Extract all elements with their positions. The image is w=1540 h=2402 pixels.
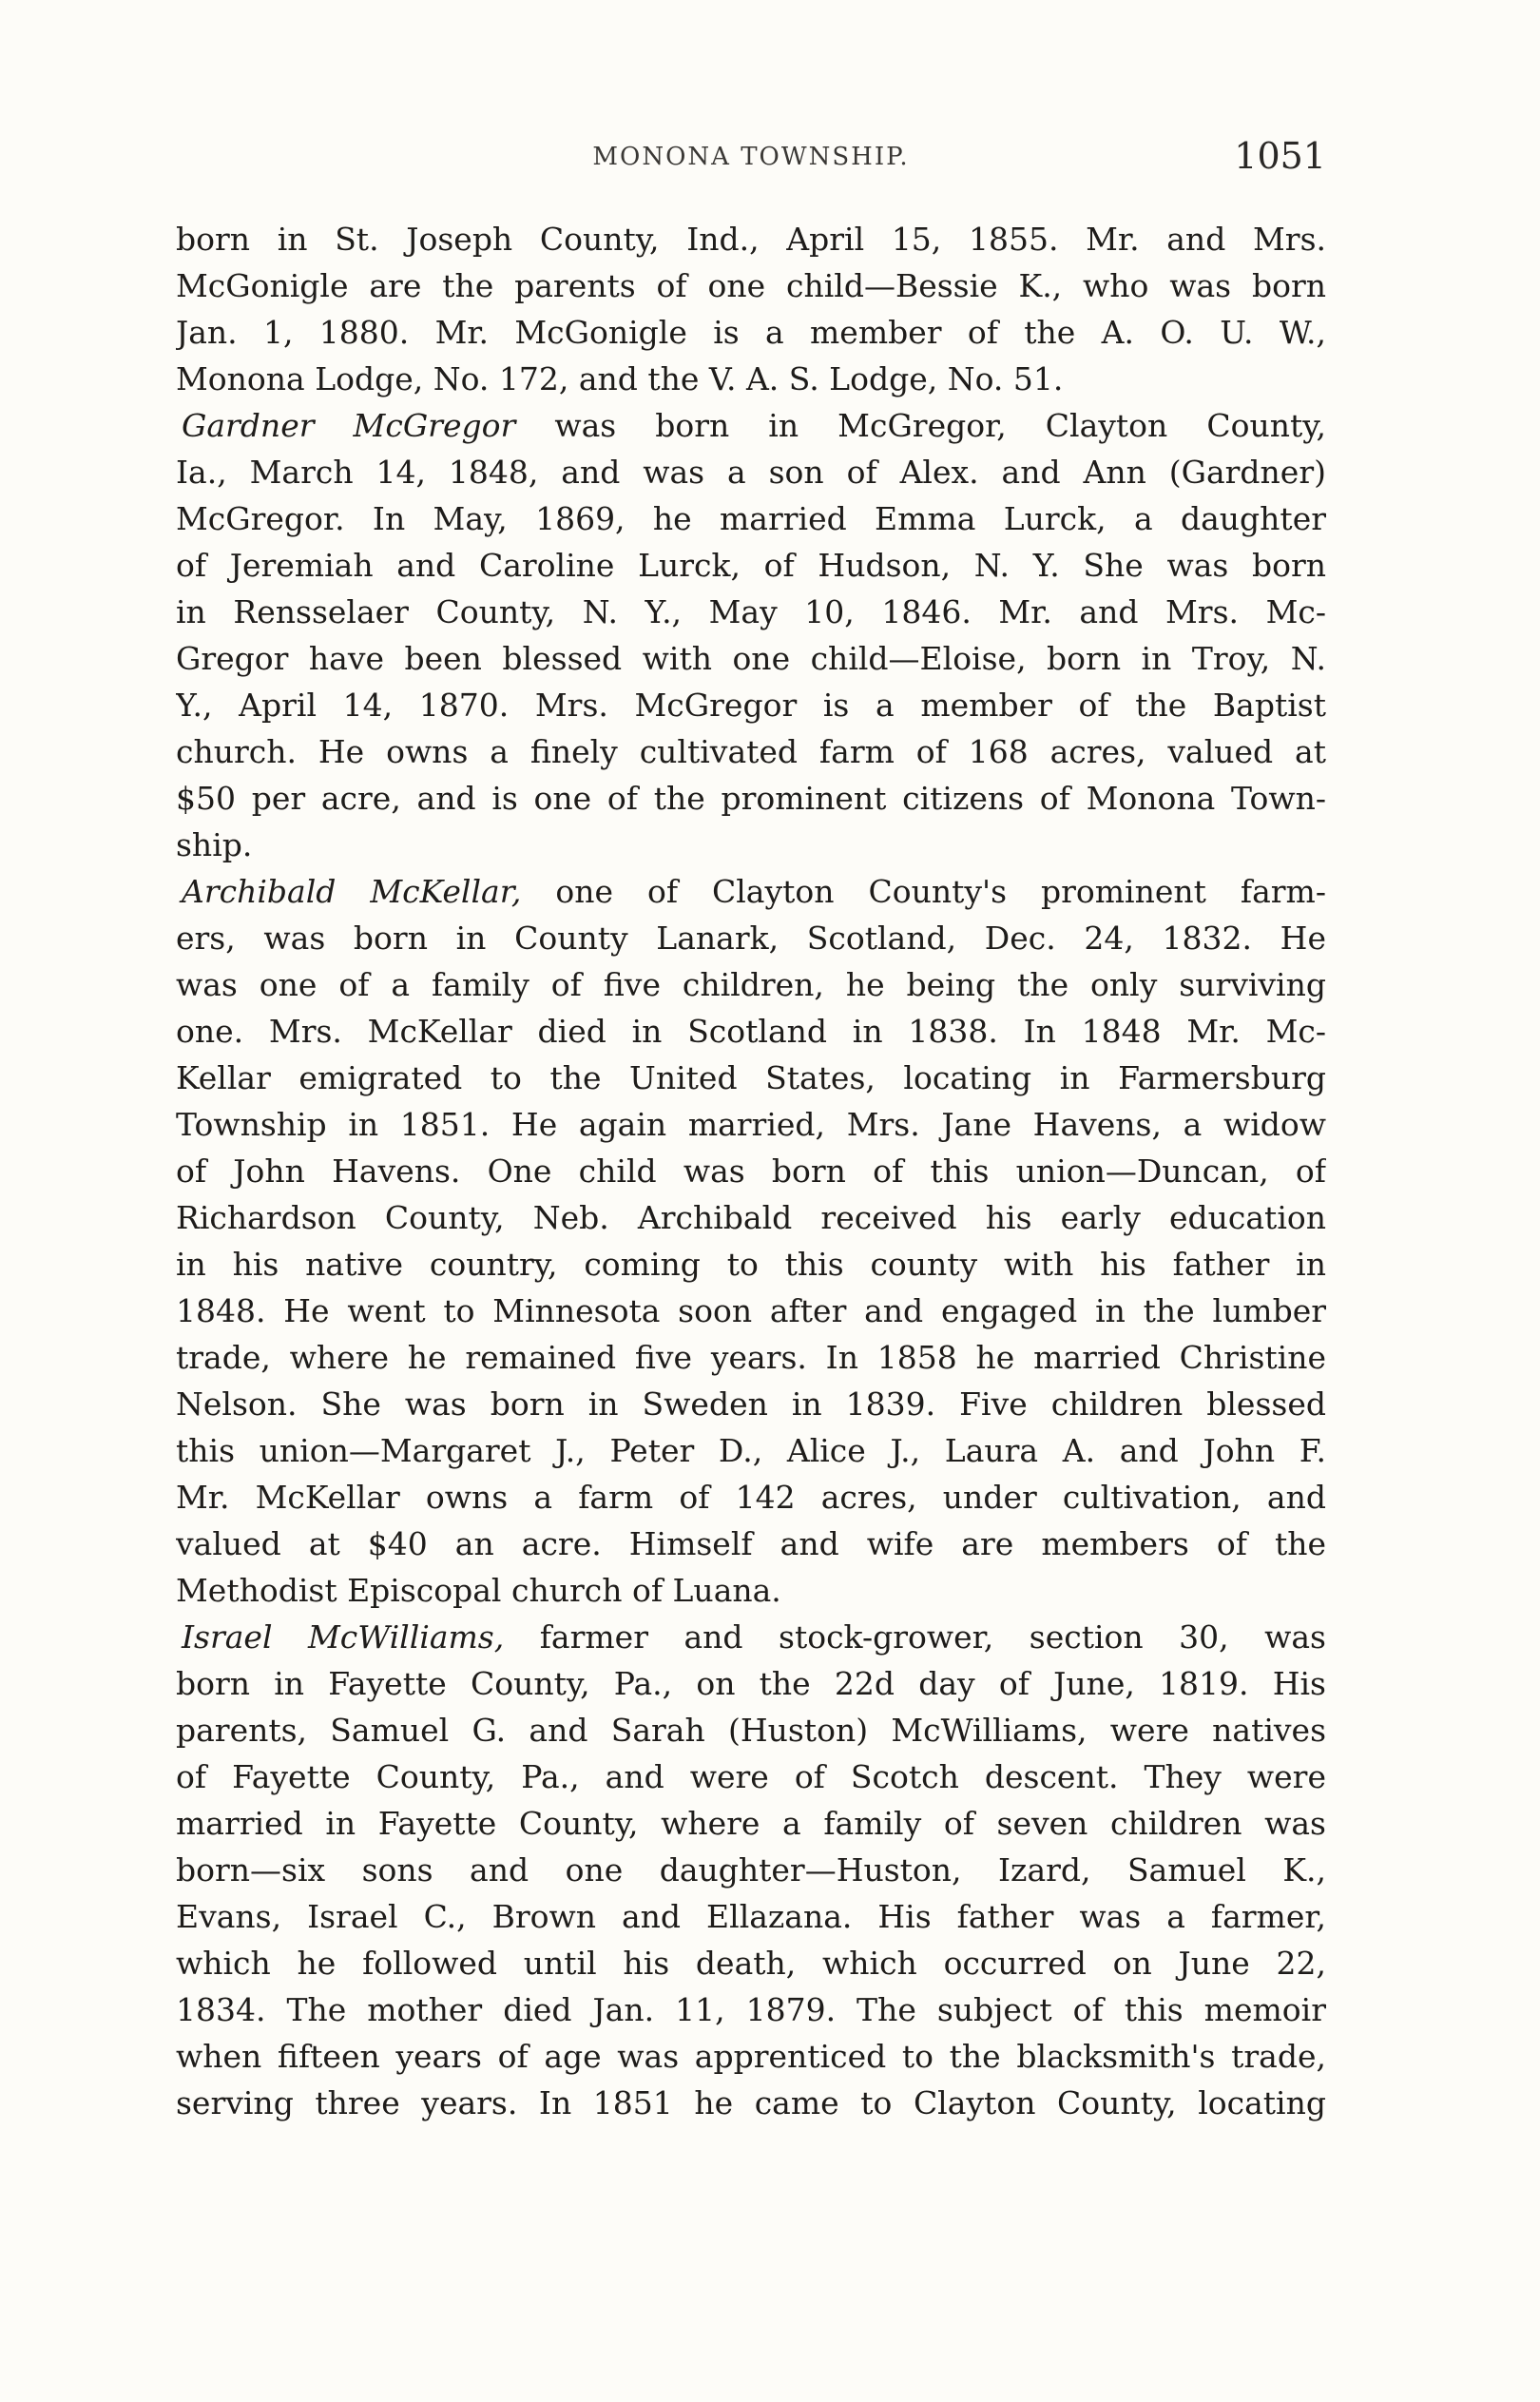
line-text: McGonigle are the parents of one child—Bessie K., who was born (176, 267, 1326, 304)
line-text: trade, where he remained five years. In 1858 he married Christine (176, 1339, 1326, 1376)
text-line (176, 1753, 1326, 1800)
person-name: Archibald McKellar, (182, 873, 522, 910)
text-line (176, 682, 1326, 728)
line-text: ship. (176, 826, 253, 863)
line-text: Gregor have been blessed with one child—Eloise, born in Troy, N. (176, 640, 1326, 677)
line-text: Methodist Episcopal church of Luana. (176, 1572, 781, 1609)
text-line (176, 542, 1326, 589)
text-line (176, 1241, 1326, 1288)
line-text: Township in 1851. He again married, Mrs. Jane Havens, a widow (176, 1106, 1326, 1143)
text-line (176, 961, 1326, 1008)
text-line (176, 589, 1326, 635)
text-line (176, 822, 1326, 868)
line-text: Kellar emigrated to the United States, locating in Farmersburg (176, 1059, 1326, 1096)
text-line (176, 635, 1326, 682)
text-line (176, 775, 1326, 822)
line-text: married in Fayette County, where a family of seven children was (176, 1805, 1326, 1842)
line-text: Evans, Israel C., Brown and Ellazana. His father was a farmer, (176, 1898, 1326, 1935)
text-line (176, 1334, 1326, 1381)
line-text: ers, was born in County Lanark, Scotland, Dec. 24, 1832. He (176, 920, 1326, 957)
text-line (176, 309, 1326, 356)
line-text: McGregor. In May, 1869, he married Emma Lurck, a daughter (176, 500, 1326, 537)
running-head: MONONA TOWNSHIP. (592, 143, 910, 171)
line-text: valued at $40 an acre. Himself and wife are members of the (176, 1525, 1326, 1562)
text-line (176, 1427, 1326, 1474)
text-line (176, 1521, 1326, 1567)
line-text: Richardson County, Neb. Archibald received his early education (176, 1199, 1326, 1236)
line-text: this union—Margaret J., Peter D., Alice J., Laura A. and John F. (176, 1432, 1326, 1469)
text-line (176, 1474, 1326, 1521)
line-text: 1834. The mother died Jan. 11, 1879. The subject of this memoir (176, 1991, 1326, 2028)
person-name: Israel McWilliams, (182, 1618, 505, 1656)
text-line (176, 1288, 1326, 1334)
text-line (176, 1148, 1326, 1194)
line-text: Nelson. She was born in Sweden in 1839. Five children blessed (176, 1385, 1326, 1423)
text-line (176, 262, 1326, 309)
line-text: was one of a family of five children, he being the only surviving (176, 966, 1326, 1003)
text-line (176, 495, 1326, 542)
paragraph-opening-line (176, 868, 1326, 915)
line-text: of Jeremiah and Caroline Lurck, of Hudson, N. Y. She was born (176, 547, 1326, 584)
text-line (176, 1986, 1326, 2033)
page-number: 1051 (1234, 135, 1326, 177)
line-text: of John Havens. One child was born of this union—Duncan, of (176, 1153, 1326, 1190)
line-text: born—six sons and one daughter—Huston, Izard, Samuel K., (176, 1851, 1326, 1889)
paragraph-opening-line (176, 1614, 1326, 1660)
text-line (176, 1381, 1326, 1427)
text-line (176, 1940, 1326, 1986)
page-header (176, 135, 1326, 183)
line-text: one of Clayton County's prominent farm- (521, 873, 1326, 910)
line-text: Y., April 14, 1870. Mrs. McGregor is a member of the Baptist (176, 687, 1326, 724)
text-line (176, 1101, 1326, 1148)
line-text: in Rensselaer County, N. Y., May 10, 1846. Mr. and Mrs. Mc- (176, 593, 1326, 630)
text-line (176, 2033, 1326, 2080)
line-text: which he followed until his death, which occurred on June 22, (176, 1945, 1326, 1982)
text-line (176, 1893, 1326, 1940)
line-text: Mr. McKellar owns a farm of 142 acres, under cultivation, and (176, 1479, 1326, 1516)
line-text: Jan. 1, 1880. Mr. McGonigle is a member of the A. O. U. W., (176, 314, 1326, 351)
line-text: Monona Lodge, No. 172, and the V. A. S. Lodge, No. 51. (176, 360, 1064, 397)
text-line (176, 1660, 1326, 1707)
text-line (176, 356, 1326, 402)
line-text: $50 per acre, and is one of the prominent citizens of Monona Town- (176, 780, 1326, 817)
line-text: one. Mrs. McKellar died in Scotland in 1838. In 1848 Mr. Mc- (176, 1013, 1326, 1050)
text-line (176, 1055, 1326, 1101)
line-text: when fifteen years of age was apprenticed to the blacksmith's trade, (176, 2038, 1326, 2075)
text-line (176, 216, 1326, 262)
line-text: in his native country, coming to this county with his father in (176, 1246, 1326, 1283)
line-text: parents, Samuel G. and Sarah (Huston) McWilliams, were natives (176, 1712, 1326, 1749)
text-line (176, 1567, 1326, 1614)
line-text: church. He owns a finely cultivated farm of 168 acres, valued at (176, 733, 1326, 770)
line-text: was born in McGregor, Clayton County, (515, 407, 1326, 444)
line-text: 1848. He went to Minnesota soon after and engaged in the lumber (176, 1292, 1326, 1329)
person-name: Gardner McGregor (182, 407, 516, 444)
text-line (176, 1194, 1326, 1241)
text-line (176, 2080, 1326, 2126)
line-text: Ia., March 14, 1848, and was a son of Alex. and Ann (Gardner) (176, 454, 1326, 491)
body-text (176, 216, 1326, 2126)
text-line (176, 915, 1326, 961)
line-text: serving three years. In 1851 he came to Clayton County, locating (176, 2084, 1326, 2121)
paragraph-opening-line (176, 402, 1326, 449)
text-line (176, 1008, 1326, 1055)
text-line (176, 449, 1326, 495)
line-text: farmer and stock-grower, section 30, was (504, 1618, 1326, 1656)
text-line (176, 1847, 1326, 1893)
line-text: of Fayette County, Pa., and were of Scotch descent. They were (176, 1758, 1326, 1795)
text-line (176, 728, 1326, 775)
line-text: born in St. Joseph County, Ind., April 15, 1855. Mr. and Mrs. (176, 221, 1326, 258)
text-line (176, 1800, 1326, 1847)
line-text: born in Fayette County, Pa., on the 22d day of June, 1819. His (176, 1665, 1326, 1702)
text-line (176, 1707, 1326, 1753)
